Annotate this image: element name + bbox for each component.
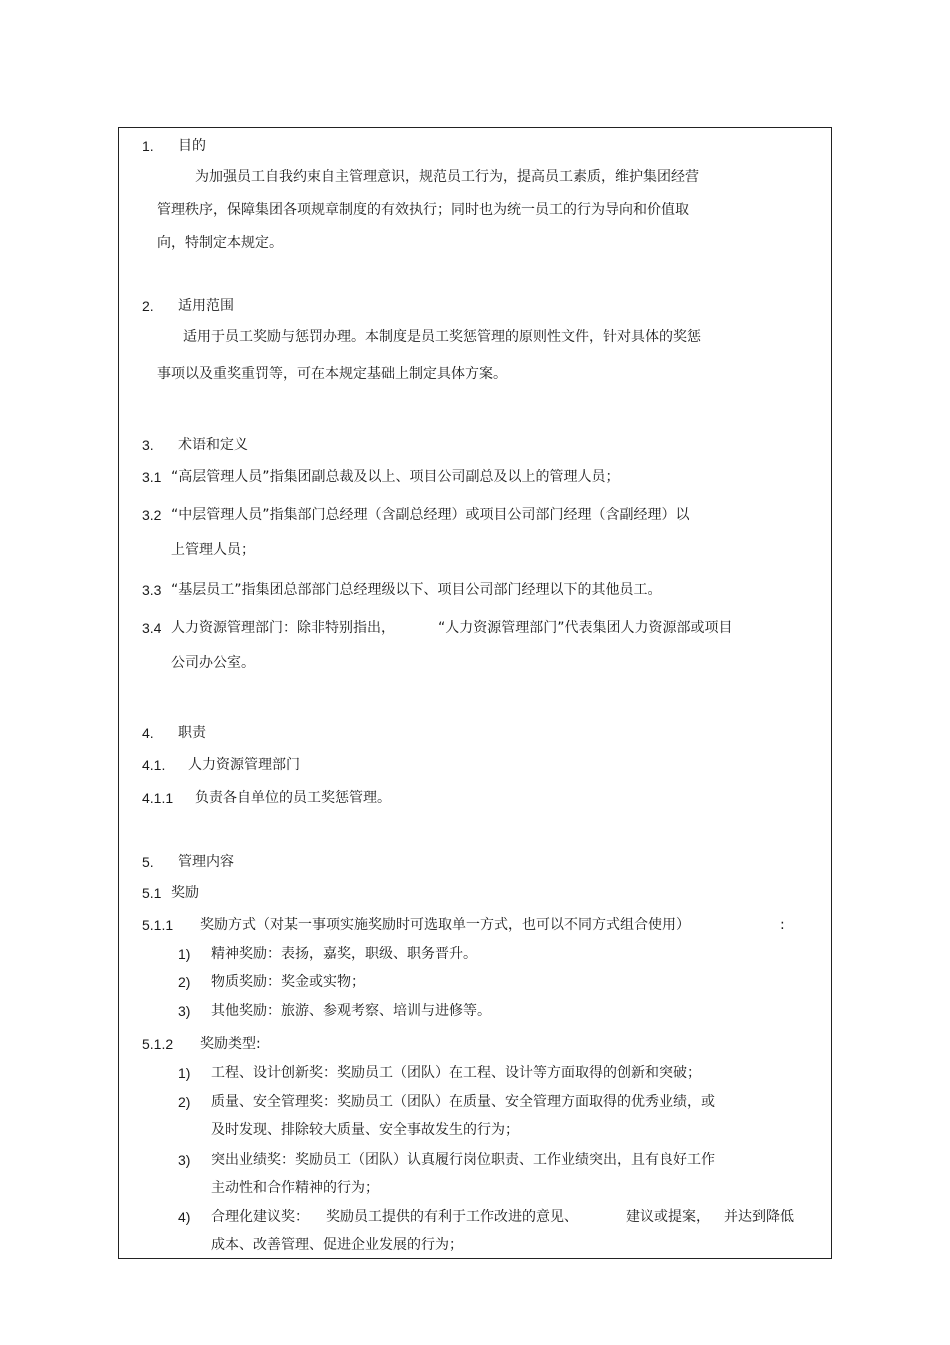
reward-type-4-text-2: 奖励员工提供的有利于工作改进的意见、 (326, 1209, 578, 1225)
item-3-2-number: 3.2 (142, 507, 162, 523)
reward-type-1-number: 1) (178, 1065, 191, 1081)
reward-method-1-number: 1) (178, 946, 191, 962)
reward-type-1-text: 工程、设计创新奖：奖励员工（团队）在工程、设计等方面取得的创新和突破； (211, 1065, 701, 1081)
item-5-1-2-number: 5.1.2 (142, 1036, 174, 1052)
section-1-line-3: 向，特制定本规定。 (157, 235, 283, 251)
item-3-4-text-1: 人力资源管理部门：除非特别指出， (171, 620, 395, 636)
item-4-1-1-text: 负责各自单位的员工奖惩管理。 (195, 790, 391, 806)
reward-type-2-text-2: 及时发现、排除较大质量、安全事故发生的行为； (211, 1122, 519, 1138)
reward-method-3-text: 其他奖励：旅游、参观考察、培训与进修等。 (211, 1003, 491, 1019)
item-3-2-text-2: 上管理人员； (171, 542, 255, 558)
reward-method-2-text: 物质奖励：奖金或实物； (211, 974, 365, 990)
reward-type-2-text-1: 质量、安全管理奖：奖励员工（团队）在质量、安全管理方面取得的优秀业绩，或 (211, 1094, 715, 1110)
reward-type-2-number: 2) (178, 1094, 191, 1110)
item-3-3-text: “基层员工”指集团总部部门总经理级以下、项目公司部门经理以下的其他员工。 (171, 582, 662, 598)
item-4-1-title: 人力资源管理部门 (188, 757, 300, 773)
item-5-1-1-number: 5.1.1 (142, 917, 174, 933)
item-3-4-text-2: “人力资源管理部门”代表集团人力资源部或项目 (438, 620, 733, 636)
section-4-number: 4. (142, 725, 154, 741)
item-3-3-number: 3.3 (142, 582, 162, 598)
item-4-1-number: 4.1. (142, 757, 166, 773)
item-5-1-1-colon: : (780, 917, 785, 933)
item-5-1-title: 奖励 (171, 885, 199, 901)
item-3-1-number: 3.1 (142, 469, 162, 485)
item-3-1-text: “高层管理人员”指集团副总裁及以上、项目公司副总及以上的管理人员； (171, 469, 620, 485)
reward-method-2-number: 2) (178, 974, 191, 990)
section-5-title: 管理内容 (178, 854, 234, 870)
section-1-line-2: 管理秩序，保障集团各项规章制度的有效执行；同时也为统一员工的行为导向和价值取 (157, 202, 689, 218)
section-2-title: 适用范围 (178, 298, 234, 314)
section-1-title: 目的 (178, 138, 206, 154)
section-1-number: 1. (142, 138, 154, 154)
reward-type-4-text-4: 并达到降低 (724, 1209, 794, 1225)
section-5-number: 5. (142, 854, 154, 870)
item-3-2-text-1: “中层管理人员”指集部门总经理（含副总经理）或项目公司部门经理（含副经理）以 (171, 507, 690, 523)
section-2-line-1: 适用于员工奖励与惩罚办理。本制度是员工奖惩管理的原则性文件，针对具体的奖惩 (183, 329, 701, 345)
item-3-4-number: 3.4 (142, 620, 162, 636)
reward-type-4-text-1: 合理化建议奖： (211, 1209, 309, 1225)
reward-type-4-text-5: 成本、改善管理、促进企业发展的行为； (211, 1237, 463, 1253)
reward-method-1-text: 精神奖励：表扬，嘉奖，职级、职务晋升。 (211, 946, 477, 962)
item-3-4-text-3: 公司办公室。 (171, 655, 255, 671)
item-5-1-1-title: 奖励方式（对某一事项实施奖励时可选取单一方式，也可以不同方式组合使用） (200, 917, 690, 933)
reward-type-3-number: 3) (178, 1152, 191, 1168)
item-5-1-2-title: 奖励类型: (200, 1036, 261, 1052)
reward-type-4-number: 4) (178, 1209, 191, 1225)
reward-type-3-text-2: 主动性和合作精神的行为； (211, 1180, 379, 1196)
reward-type-4-text-3: 建议或提案， (626, 1209, 710, 1225)
section-1-line-1: 为加强员工自我约束自主管理意识，规范员工行为，提高员工素质，维护集团经营 (195, 169, 699, 185)
section-2-number: 2. (142, 298, 154, 314)
section-3-number: 3. (142, 437, 154, 453)
reward-type-3-text-1: 突出业绩奖：奖励员工（团队）认真履行岗位职责、工作业绩突出，且有良好工作 (211, 1152, 715, 1168)
section-3-title: 术语和定义 (178, 437, 248, 453)
reward-method-3-number: 3) (178, 1003, 191, 1019)
section-2-line-2: 事项以及重奖重罚等，可在本规定基础上制定具体方案。 (157, 366, 507, 382)
item-5-1-number: 5.1 (142, 885, 162, 901)
section-4-title: 职责 (178, 725, 206, 741)
item-4-1-1-number: 4.1.1 (142, 790, 174, 806)
